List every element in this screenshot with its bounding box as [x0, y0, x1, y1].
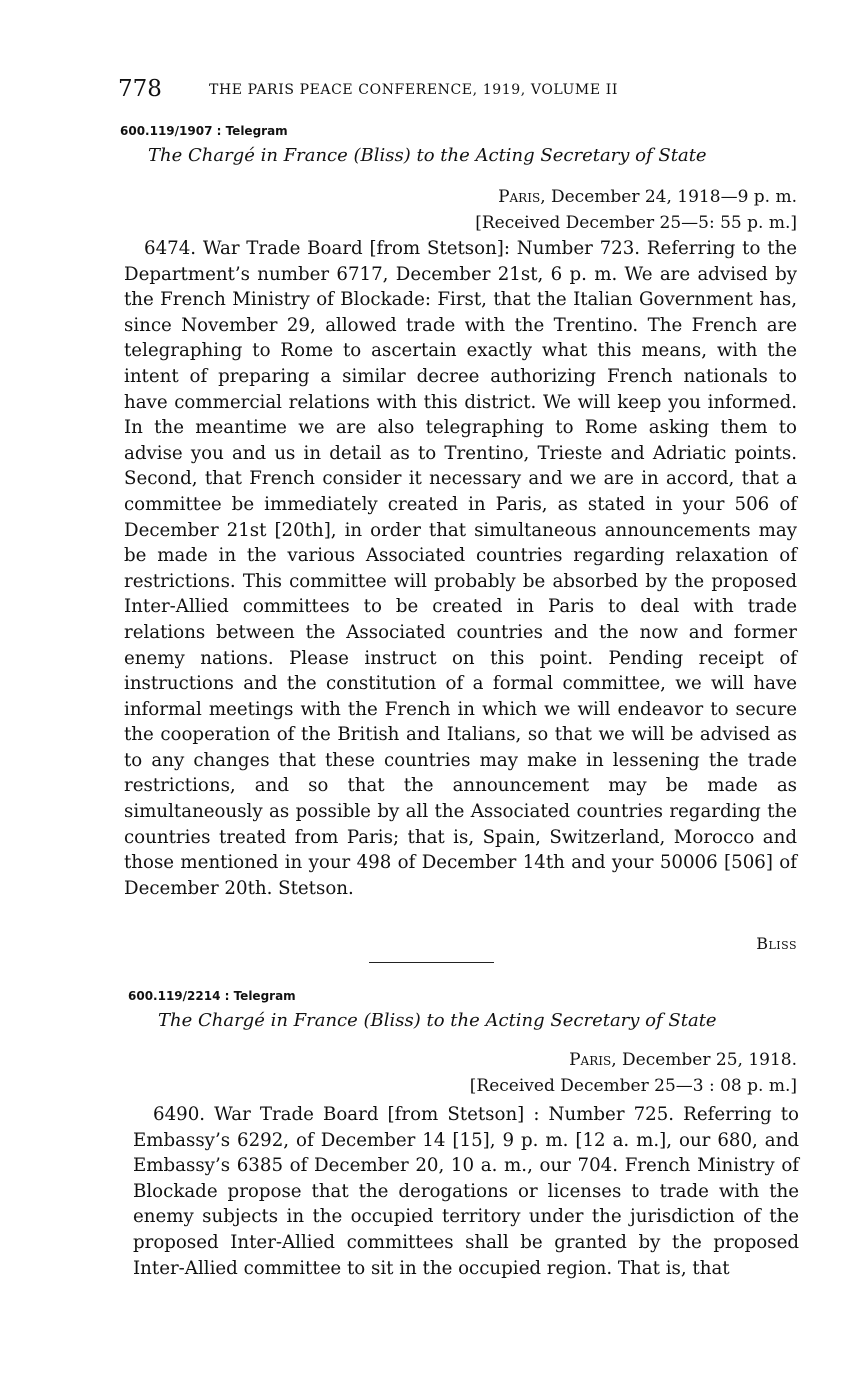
place: Paris [569, 1050, 612, 1070]
document-title: The Chargé in France (Bliss) to the Acting Secretary of State [158, 1010, 717, 1031]
signature: Bliss [756, 934, 797, 953]
file-reference: 600.119/1907 : Telegram [120, 124, 288, 138]
telegram-body: 6490. War Trade Board [from Stetson] : Number 725. Referring to Embassy’s 6292, of December 14 [15], 9 p. m. [12 a. m.], our 680, and Embassy’s 6385 of December 20, 10 a. m., our 704. French Ministry of Blockade propose that the derogations or licenses to trade with the enemy subjects in the occupied territory under the jurisdiction of the proposed Inter-Allied committees shall be granted by the proposed Inter-Allied committee to sit in the occupied region. That is, that [133, 1104, 799, 1279]
place: Paris [498, 187, 541, 207]
page-number: 778 [118, 76, 162, 102]
document-title: The Chargé in France (Bliss) to the Acting Secretary of State [148, 145, 707, 166]
received-line: [Received December 25—3 : 08 p. m.] [469, 1076, 797, 1096]
section-divider [369, 962, 494, 963]
date-line [475, 184, 797, 210]
dateline [475, 184, 797, 236]
dateline [470, 1047, 797, 1099]
date: , December 24, 1918—9 p. m. [540, 187, 797, 207]
received-line: [Received December 25—5: 55 p. m.] [475, 213, 797, 233]
date: , December 25, 1918. [611, 1050, 797, 1070]
running-head [118, 76, 818, 106]
running-title: THE PARIS PEACE CONFERENCE, 1919, VOLUME II [209, 82, 618, 98]
telegram-body: 6474. War Trade Board [from Stetson]: Number 723. Referring to the Department’s number 6717, December 21st, 6 p. m. We are advised by the French Ministry of Blockade: First, that the Italian Government has, since November 29, allowed trade with the Trentino. The French are telegraphing to Rome to ascertain exactly what this means, with the intent of preparing a similar decree authorizing French nationals to have commercial relations with this district. We will keep you informed. In the meantime we are also telegraphing to Rome asking them to advise you and us in detail as to Trentino, Trieste and Adriatic points. Second, that French consider it necessary and we are in accord, that a committee be immediately created in Paris, as stated in your 506 of December 21st [20th], in order that simultaneous announcements may be made in the various Associated countries regarding relaxation of restrictions. This committee will probably be absorbed by the proposed Inter-Allied committees to be created in Paris to deal with trade relations between the Associated countries and the now and former enemy nations. Please instruct on this point. Pending receipt of instructions and the constitution of a formal committee, we will have informal meetings with the French in which we will endeavor to secure the cooperation of the British and Italians, so that we will be advised as to any changes that these countries may make in lessening the trade restrictions, and so that the announcement may be made as simultaneously as possible by all the Associated countries regarding the countries treated from Paris; that is, Spain, Switzerland, Morocco and those mentioned in your 498 of December 14th and your 50006 [506] of December 20th. Stetson. [124, 238, 797, 899]
date-line [470, 1047, 797, 1073]
file-reference: 600.119/2214 : Telegram [128, 989, 296, 1003]
